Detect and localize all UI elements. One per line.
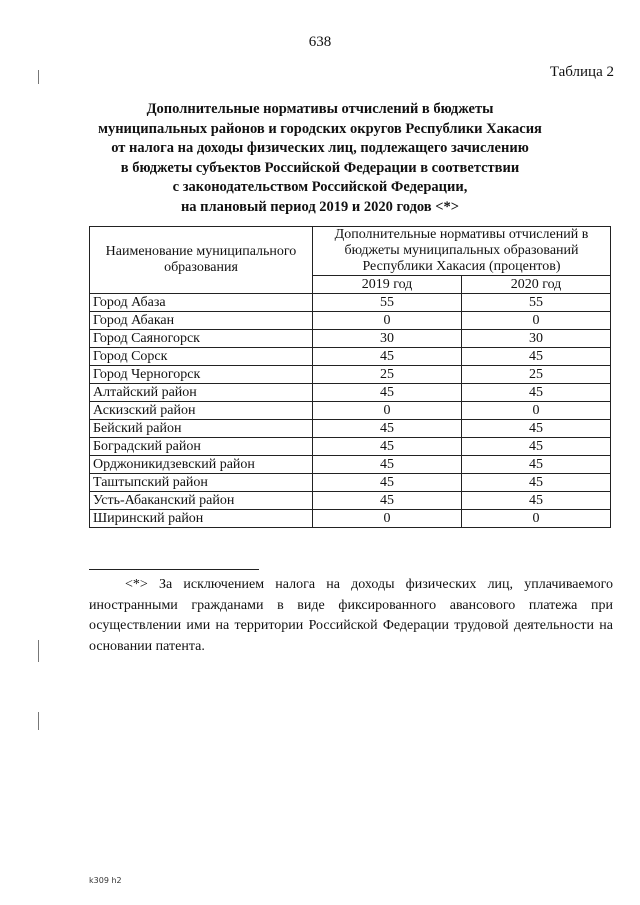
scan-margin-mark xyxy=(38,712,39,730)
norm-2020: 45 xyxy=(462,420,611,438)
municipality-name: Город Саяногорск xyxy=(90,330,313,348)
norm-2019: 45 xyxy=(313,438,462,456)
norm-2020: 45 xyxy=(462,456,611,474)
norm-2019: 45 xyxy=(313,456,462,474)
table-row xyxy=(90,330,611,348)
norm-2020: 55 xyxy=(462,294,611,312)
norm-2020: 45 xyxy=(462,438,611,456)
footnote-divider xyxy=(89,569,259,570)
norm-2019: 45 xyxy=(313,384,462,402)
footnote-text: <*> За исключением налога на доходы физических лиц, уплачиваемого иностранными гражданами в виде фиксированного авансового платежа при осуществлении ими на территории Российской Федерации трудовой деятельности на основании патента. xyxy=(89,577,613,654)
footnote xyxy=(89,575,613,657)
municipality-name: Усть-Абаканский район xyxy=(90,492,313,510)
norm-2020: 0 xyxy=(462,312,611,330)
title-line: Дополнительные нормативы отчислений в бюджеты xyxy=(146,101,494,117)
title-line: от налога на доходы физических лиц, подлежащего зачислению xyxy=(111,140,529,157)
norm-2019: 0 xyxy=(313,402,462,420)
norm-2020: 45 xyxy=(462,384,611,402)
table-row xyxy=(90,456,611,474)
municipality-name: Алтайский район xyxy=(90,384,313,402)
table-row xyxy=(90,384,611,402)
norm-2019: 55 xyxy=(313,294,462,312)
table-row xyxy=(90,420,611,438)
norm-2020: 45 xyxy=(462,348,611,366)
table-row xyxy=(90,402,611,420)
municipality-name: Бейский район xyxy=(90,420,313,438)
table-row xyxy=(90,438,611,456)
header-year-2019: 2019 год xyxy=(313,276,462,294)
norm-2019: 0 xyxy=(313,312,462,330)
scan-margin-mark xyxy=(38,70,39,84)
norm-2019: 0 xyxy=(313,510,462,528)
norm-2019: 25 xyxy=(313,366,462,384)
scan-margin-mark xyxy=(38,640,39,662)
norm-2020: 0 xyxy=(462,402,611,420)
table-row xyxy=(90,366,611,384)
norm-2020: 0 xyxy=(462,510,611,528)
page-number: 638 xyxy=(308,34,332,50)
table-row xyxy=(90,312,611,330)
norm-2019: 45 xyxy=(313,474,462,492)
title-line: муниципальных районов и городских округов Республики Хакасия xyxy=(98,120,542,137)
municipality-name: Ширинский район xyxy=(90,510,313,528)
municipality-name: Боградский район xyxy=(90,438,313,456)
header-year-2020: 2020 год xyxy=(462,276,611,294)
header-municipality: Наименование муниципального образования xyxy=(90,227,313,294)
norm-2019: 45 xyxy=(313,420,462,438)
norm-2019: 30 xyxy=(313,330,462,348)
header-norms: Дополнительные нормативы отчислений в бюджеты муниципальных образований Республики Хакасия (процентов) xyxy=(313,227,611,276)
municipality-name: Город Абаза xyxy=(90,294,313,312)
norm-2019: 45 xyxy=(313,348,462,366)
title-line: на плановый период 2019 и 2020 годов <*> xyxy=(180,198,460,215)
table-row xyxy=(90,348,611,366)
norm-2020: 25 xyxy=(462,366,611,384)
title-line: в бюджеты субъектов Российской Федерации в соответствии xyxy=(120,159,520,176)
table-row xyxy=(90,510,611,528)
norms-table xyxy=(89,226,611,528)
table-row xyxy=(90,492,611,510)
municipality-name: Город Сорск xyxy=(90,348,313,366)
municipality-name: Город Абакан xyxy=(90,312,313,330)
table-row xyxy=(90,474,611,492)
norm-2020: 45 xyxy=(462,474,611,492)
municipality-name: Таштыпский район xyxy=(90,474,313,492)
norm-2020: 30 xyxy=(462,330,611,348)
title-line: с законодательством Российской Федерации, xyxy=(172,179,468,196)
table-label: Таблица 2 xyxy=(549,64,614,80)
municipality-name: Орджоникидзевский район xyxy=(90,456,313,474)
document-code: k309 h2 xyxy=(89,876,122,885)
norm-2020: 45 xyxy=(462,492,611,510)
norm-2019: 45 xyxy=(313,492,462,510)
municipality-name: Аскизский район xyxy=(90,402,313,420)
table-row xyxy=(90,294,611,312)
municipality-name: Город Черногорск xyxy=(90,366,313,384)
document-title xyxy=(90,100,550,218)
